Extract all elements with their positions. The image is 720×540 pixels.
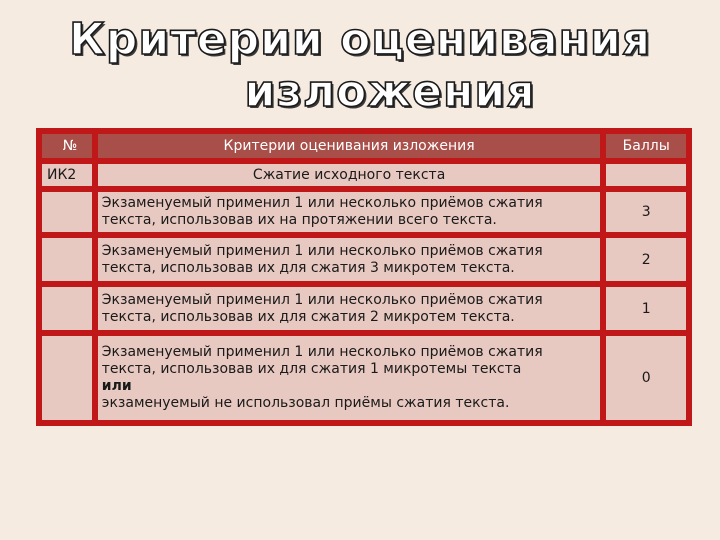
- row-number-cell: [39, 235, 95, 284]
- row-number-cell: [39, 189, 95, 235]
- row-number-cell: [39, 333, 95, 423]
- row-score: 3: [603, 189, 689, 235]
- row-criteria-text: [95, 189, 604, 235]
- row-score: 1: [603, 284, 689, 333]
- row-score: 0: [603, 333, 689, 423]
- row-criteria-text: [95, 284, 604, 333]
- criteria-line: экзаменуемый не использовал приёмы сжатия текста.: [101, 395, 510, 411]
- section-code: ИК2: [39, 161, 95, 189]
- row-criteria-text: [95, 333, 604, 423]
- section-title: Сжатие исходного текста: [95, 161, 604, 189]
- table-row: [39, 235, 689, 284]
- criteria-line: Экзаменуемый применил 1 или несколько приёмов сжатия: [101, 242, 543, 259]
- section-row: [39, 161, 689, 189]
- table-row: [39, 284, 689, 333]
- row-score: 2: [603, 235, 689, 284]
- slide-title-line-2: изложения: [244, 66, 536, 117]
- header-score: Баллы: [603, 131, 689, 161]
- criteria-line: Экзаменуемый применил 1 или несколько приёмов сжатия: [101, 195, 543, 211]
- header-criteria: Критерии оценивания изложения: [95, 131, 604, 161]
- table-row: [39, 189, 689, 235]
- criteria-line: Экзаменуемый применил 1 или несколько приёмов сжатия: [101, 291, 543, 308]
- criteria-line: текста, использовав их на протяжении всего текста.: [101, 212, 497, 228]
- section-score-empty: [603, 161, 689, 189]
- row-number-cell: [39, 284, 95, 333]
- criteria-line: текста, использовав их для сжатия 2 микротем текста.: [101, 308, 515, 325]
- criteria-connector: или: [101, 378, 132, 394]
- criteria-line: текста, использовав их для сжатия 3 микротем текста.: [101, 259, 515, 276]
- slide-title-line-1: Критерии оценивания: [68, 14, 652, 65]
- criteria-line: Экзаменуемый применил 1 или несколько приёмов сжатия: [101, 344, 543, 360]
- table-row: [39, 333, 689, 423]
- table-header-row: [39, 131, 689, 161]
- criteria-table: [36, 128, 692, 426]
- row-criteria-text: [95, 235, 604, 284]
- header-number: №: [39, 131, 95, 161]
- criteria-line: текста, использовав их для сжатия 1 микротемы текста: [101, 361, 522, 377]
- slide-title: [0, 14, 720, 118]
